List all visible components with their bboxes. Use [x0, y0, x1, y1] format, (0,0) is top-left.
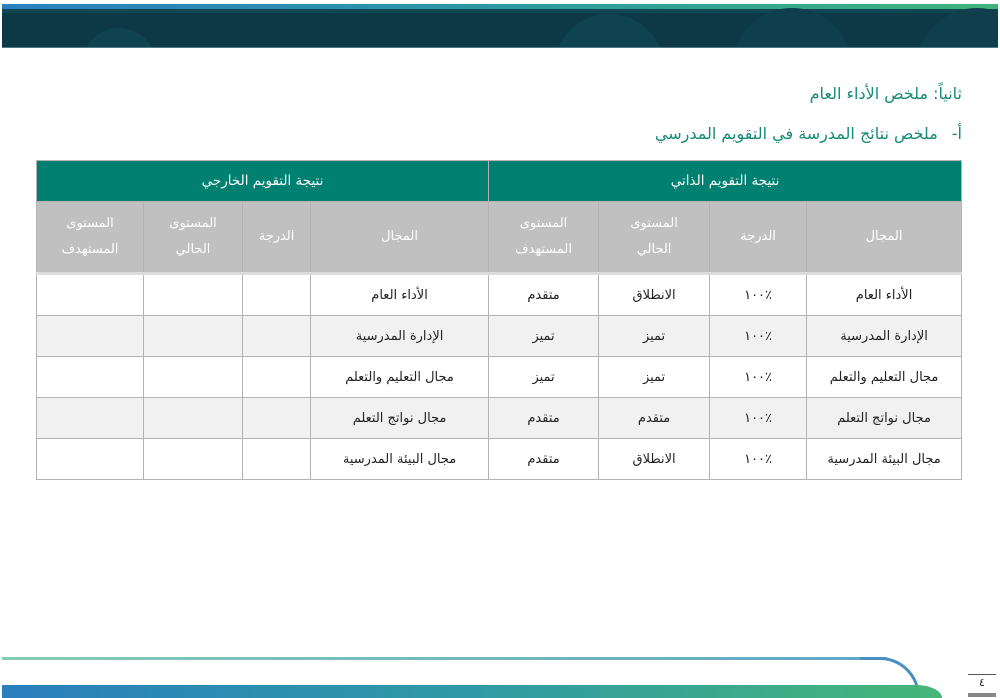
page-number: ٤	[968, 674, 996, 697]
cell-ext-current	[144, 316, 243, 357]
banner-decor-circle	[82, 28, 156, 48]
cell-ext-grade	[243, 439, 311, 480]
subtitle-text: ملخص نتائج المدرسة في التقويم المدرسي	[654, 124, 938, 143]
cell-ext-target	[37, 439, 144, 480]
col-header-line: المستوى	[630, 216, 678, 231]
col-header-ext-target	[37, 202, 144, 274]
table-row	[37, 316, 962, 357]
cell-ext-domain: مجال البيئة المدرسية	[311, 439, 489, 480]
cell-ext-grade	[243, 357, 311, 398]
cell-ext-target	[37, 398, 144, 439]
cell-ext-current	[144, 357, 243, 398]
col-header-line: المستوى	[519, 216, 568, 231]
cell-self-current: تميز	[599, 316, 710, 357]
cell-ext-domain: الإدارة المدرسية	[311, 316, 489, 357]
cell-self-domain: مجال البيئة المدرسية	[807, 439, 962, 480]
banner-decor-circle	[732, 8, 852, 48]
table-row	[37, 439, 962, 480]
cell-ext-grade	[243, 316, 311, 357]
col-header-line: المستهدف	[515, 242, 572, 257]
cell-self-target: متقدم	[489, 274, 599, 316]
cell-self-grade: ٪١٠٠	[710, 439, 807, 480]
col-header-self-grade: الدرجة	[710, 202, 807, 274]
cell-self-grade: ٪١٠٠	[710, 274, 807, 316]
col-header-line: الحالي	[175, 242, 211, 257]
col-header-line: الحالي	[636, 242, 672, 257]
group-header-self: نتيجة التقويم الذاتي	[489, 161, 962, 202]
table-row	[37, 398, 962, 439]
cell-self-grade: ٪١٠٠	[710, 357, 807, 398]
cell-ext-target	[37, 316, 144, 357]
col-header-ext-domain: المجال	[311, 202, 489, 274]
cell-self-domain: الأداء العام	[807, 274, 962, 316]
cell-ext-domain: مجال نواتج التعلم	[311, 398, 489, 439]
subtitle-marker: أ-	[951, 124, 962, 143]
col-header-line: المستوى	[66, 216, 114, 231]
cell-ext-grade	[243, 398, 311, 439]
cell-self-current: الانطلاق	[599, 274, 710, 316]
cell-ext-grade	[243, 274, 311, 316]
cell-self-domain: مجال التعليم والتعلم	[807, 357, 962, 398]
section-title: ثانياً: ملخص الأداء العام	[809, 84, 962, 103]
cell-self-target: متقدم	[489, 398, 599, 439]
cell-self-current: متقدم	[599, 398, 710, 439]
cell-self-current: تميز	[599, 357, 710, 398]
cell-self-target: تميز	[489, 357, 599, 398]
col-header-self-domain: المجال	[807, 202, 962, 274]
cell-self-target: تميز	[489, 316, 599, 357]
section-subtitle	[655, 124, 962, 143]
col-header-self-target	[489, 202, 599, 274]
cell-self-domain: مجال نواتج التعلم	[807, 398, 962, 439]
table-row	[37, 357, 962, 398]
cell-self-grade: ٪١٠٠	[710, 398, 807, 439]
cell-ext-domain: مجال التعليم والتعلم	[311, 357, 489, 398]
cell-ext-current	[144, 274, 243, 316]
banner-decor-circle	[554, 14, 664, 48]
col-header-self-current	[599, 202, 710, 274]
results-table	[36, 160, 962, 480]
footer-divider-line	[2, 657, 887, 660]
cell-ext-current	[144, 398, 243, 439]
cell-ext-target	[37, 357, 144, 398]
col-header-line: المستوى	[169, 216, 217, 231]
col-header-line: المستهدف	[61, 242, 119, 257]
banner-shade	[2, 9, 998, 13]
col-header-ext-current	[144, 202, 243, 274]
group-header-external: نتيجة التقويم الخارجي	[37, 161, 489, 202]
cell-self-current: الانطلاق	[599, 439, 710, 480]
cell-ext-domain: الأداء العام	[311, 274, 489, 316]
banner-bottom-line	[2, 47, 998, 48]
table-row	[37, 274, 962, 316]
cell-self-grade: ٪١٠٠	[710, 316, 807, 357]
cell-self-domain: الإدارة المدرسية	[807, 316, 962, 357]
cell-ext-target	[37, 274, 144, 316]
col-header-ext-grade: الدرجة	[243, 202, 311, 274]
banner-decor-circle	[917, 8, 998, 48]
footer-gradient-bar	[2, 685, 942, 698]
cell-self-target: متقدم	[489, 439, 599, 480]
cell-ext-current	[144, 439, 243, 480]
header-banner	[2, 4, 998, 48]
